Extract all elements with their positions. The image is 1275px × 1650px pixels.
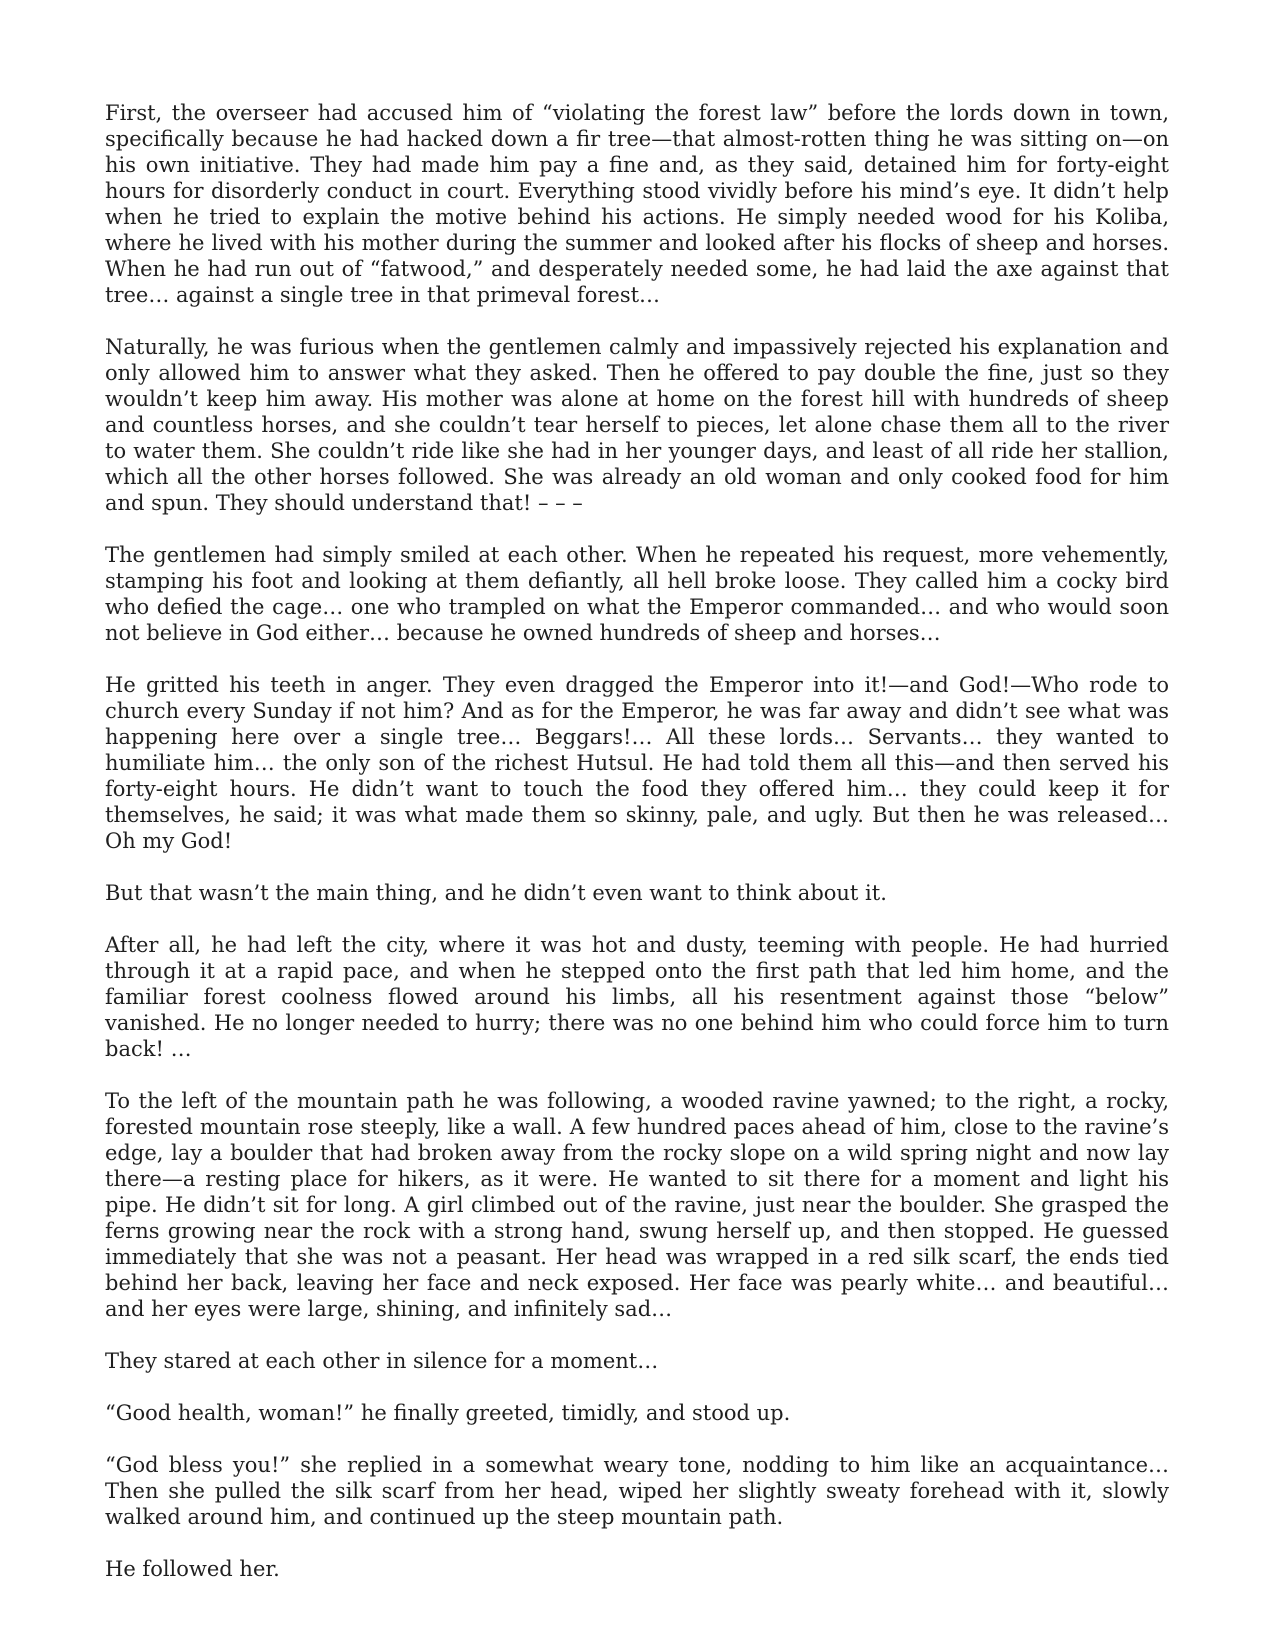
paragraph-8: They stared at each other in silence for a moment… (105, 1349, 659, 1373)
paragraph-5: But that wasn’t the main thing, and he didn’t even want to think about it. (105, 881, 887, 905)
paragraph-2: Naturally, he was furious when the gentlemen calmly and impassively rejected his explanation and only allowed him to answer what they asked. Then he offered to pay double the fine, just so they wouldn’t keep him away. His mother was alone at home on the forest hill with hundreds of sheep and countless horses, and she couldn’t tear herself to pieces, let alone chase them all to the river to water them. She couldn’t ride like she had in her younger days, and least of all ride her stallion, which all the other horses followed. She was already an old woman and only cooked food for him and spun. They should understand that! – – – (105, 335, 1169, 515)
paragraph-3: The gentlemen had simply smiled at each other. When he repeated his request, more vehemently, stamping his foot and looking at them defiantly, all hell broke loose. They called him a cocky bird who defied the cage… one who trampled on what the Emperor commanded… and who would soon not believe in God either… because he owned hundreds of sheep and horses… (105, 543, 1169, 645)
paragraph-6: After all, he had left the city, where it was hot and dusty, teeming with people. He had hurried through it at a rapid pace, and when he stepped onto the first path that led him home, and the familiar forest coolness flowed around his limbs, all his resentment against those “below” vanished. He no longer needed to hurry; there was no one behind him who could force him to turn back! … (105, 933, 1169, 1061)
paragraph-10: “God bless you!” she replied in a somewhat weary tone, nodding to him like an acquaintance… Then she pulled the silk scarf from her head, wiped her slightly sweaty forehead with it, slowly walked around him, and continued up the steep mountain path. (105, 1453, 1169, 1529)
paragraph-1: First, the overseer had accused him of “violating the forest law” before the lords down in town, specifically because he had hacked down a fir tree—that almost-rotten thing he was sitting on—on his own initiative. They had made him pay a fine and, as they said, detained him for forty-eight hours for disorderly conduct in court. Everything stood vividly before his mind’s eye. It didn’t help when he tried to explain the motive behind his actions. He simply needed wood for his Koliba, where he lived with his mother during the summer and looked after his flocks of sheep and horses. When he had run out of “fatwood,” and desperately needed some, he had laid the axe against that tree… against a single tree in that primeval forest… (105, 101, 1169, 307)
document-page (105, 100, 1169, 1608)
paragraph-11: He followed her. (105, 1557, 280, 1581)
paragraph-9: “Good health, woman!” he finally greeted, timidly, and stood up. (105, 1401, 791, 1425)
paragraph-4: He gritted his teeth in anger. They even dragged the Emperor into it!—and God!—Who rode to church every Sunday if not him? And as for the Emperor, he was far away and didn’t see what was happening here over a single tree… Beggars!… All these lords… Servants… they wanted to humiliate him… the only son of the richest Hutsul. He had told them all this—and then served his forty-eight hours. He didn’t want to touch the food they offered him… they could keep it for themselves, he said; it was what made them so skinny, pale, and ugly. But then he was released… Oh my God! (105, 673, 1169, 853)
paragraph-7: To the left of the mountain path he was following, a wooded ravine yawned; to the right, a rocky, forested mountain rose steeply, like a wall. A few hundred paces ahead of him, close to the ravine’s edge, lay a boulder that had broken away from the rocky slope on a wild spring night and now lay there—a resting place for hikers, as it were. He wanted to sit there for a moment and light his pipe. He didn’t sit for long. A girl climbed out of the ravine, just near the boulder. She grasped the ferns growing near the rock with a strong hand, swung herself up, and then stopped. He guessed immediately that she was not a peasant. Her head was wrapped in a red silk scarf, the ends tied behind her back, leaving her face and neck exposed. Her face was pearly white… and beautiful… and her eyes were large, shining, and infinitely sad… (105, 1089, 1169, 1321)
